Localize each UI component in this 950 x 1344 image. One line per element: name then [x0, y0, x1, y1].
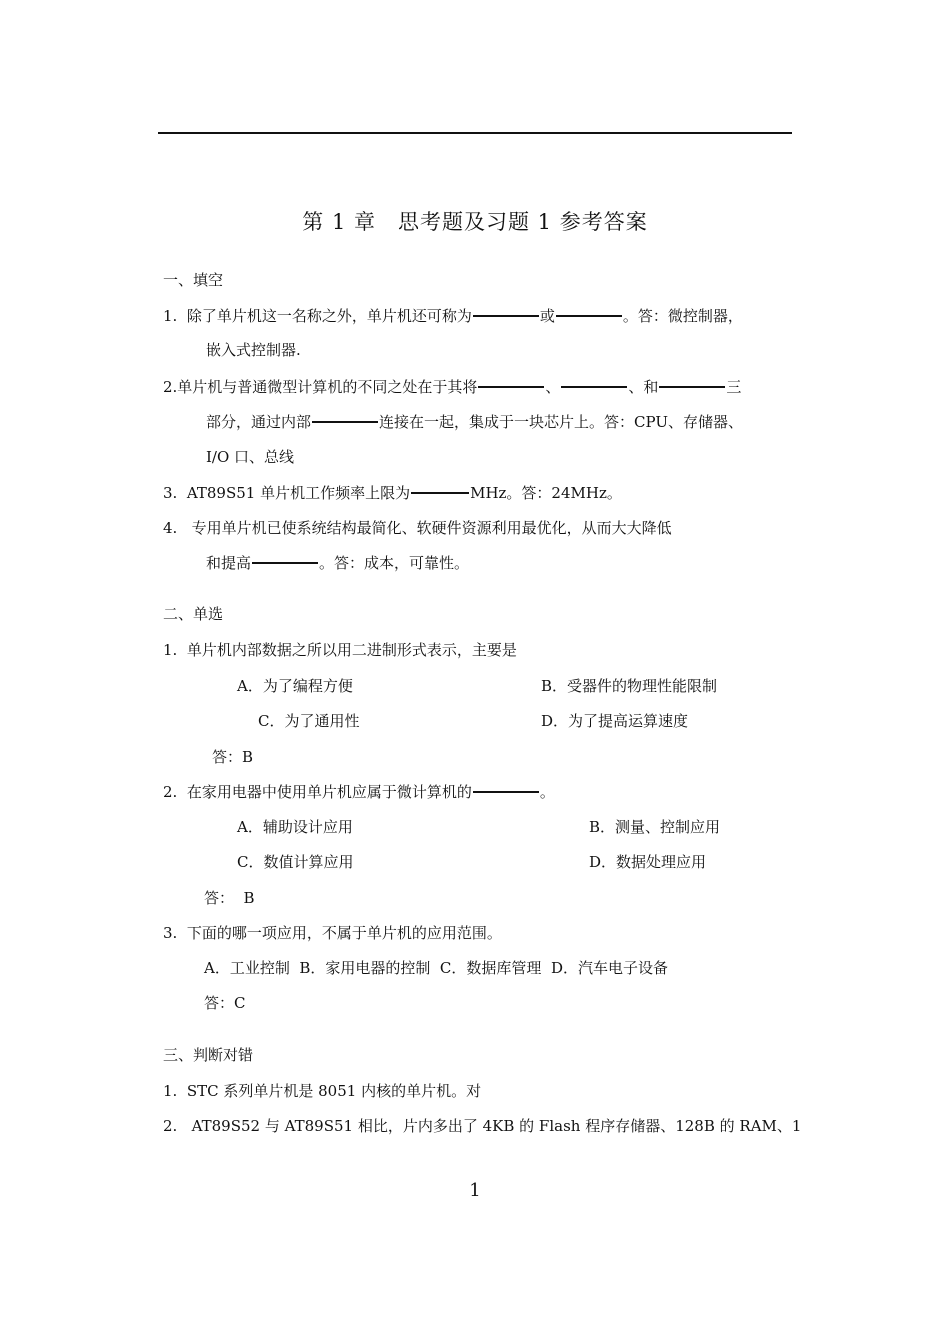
answer-blank [659, 386, 725, 388]
choice-q1-answer: 答：B [212, 748, 254, 766]
answer-blank [561, 386, 627, 388]
fill-q4-line1: 4. 专用单片机已使系统结构最简化、软硬件资源利用最优化，从而大大降低 [163, 519, 672, 537]
fill-q2-line3: I/O 口、总线 [206, 448, 295, 466]
chapter-title: 第 1 章 思考题及习题 1 参考答案 [302, 210, 648, 234]
choice-q1-option-b: B．受器件的物理性能限制 [541, 677, 718, 695]
choice-q1-option-a: A．为了编程方便 [237, 677, 353, 695]
choice-q3: 3. 下面的哪一项应用，不属于单片机的应用范围。 [163, 924, 502, 942]
header-rule [158, 132, 792, 134]
choice-q1-option-d: D．为了提高运算速度 [541, 712, 689, 730]
answer-blank [252, 562, 318, 564]
answer-blank [411, 492, 469, 494]
fill-q3: 3. AT89S51 单片机工作频率上限为 MHz。答：24MHz。 [163, 484, 622, 502]
fill-q4-line2: 和提高 。答：成本，可靠性。 [206, 554, 470, 572]
answer-blank [312, 421, 378, 423]
choice-q2-option-b: B．测量、控制应用 [589, 818, 721, 836]
choice-q2-option-a: A．辅助设计应用 [237, 818, 353, 836]
choice-q1-option-c: C．为了通用性 [258, 712, 360, 730]
choice-q3-answer: 答：C [204, 994, 246, 1012]
tf-q1: 1. STC 系列单片机是 8051 内核的单片机。对 [163, 1082, 482, 1100]
choice-q2-option-c: C．数值计算应用 [237, 853, 354, 871]
section-heading-fill-blank: 一、填空 [163, 271, 224, 289]
tf-q2: 2. AT89S52 与 AT89S51 相比，片内多出了 4KB 的 Flash 程序存储器、128B 的 RAM、1 [163, 1117, 802, 1135]
fill-q1-line2: 嵌入式控制器. [206, 341, 301, 359]
page-number: 1 [469, 1180, 481, 1201]
section-heading-single-choice: 二、单选 [163, 605, 224, 623]
answer-blank [473, 315, 539, 317]
choice-q3-options: A．工业控制 B．家用电器的控制 C．数据库管理 D．汽车电子设备 [204, 959, 668, 977]
choice-q2-option-d: D．数据处理应用 [589, 853, 707, 871]
choice-q2: 2. 在家用电器中使用单片机应属于微计算机的 。 [163, 783, 555, 801]
answer-blank [556, 315, 622, 317]
answer-blank [478, 386, 544, 388]
section-heading-true-false: 三、判断对错 [163, 1046, 254, 1064]
choice-q2-answer: 答： B [204, 889, 255, 907]
fill-q1-line1: 1. 除了单片机这一名称之外，单片机还可称为 或 。答：微控制器， [163, 307, 743, 325]
choice-q1: 1. 单片机内部数据之所以用二进制形式表示，主要是 [163, 641, 517, 659]
answer-blank [473, 791, 539, 793]
fill-q2-line1: 2.单片机与普通微型计算机的不同之处在于其将 、 、和 三 [163, 378, 742, 396]
fill-q2-line2: 部分，通过内部 连接在一起，集成于一块芯片上。答：CPU、存储器、 [206, 413, 743, 431]
